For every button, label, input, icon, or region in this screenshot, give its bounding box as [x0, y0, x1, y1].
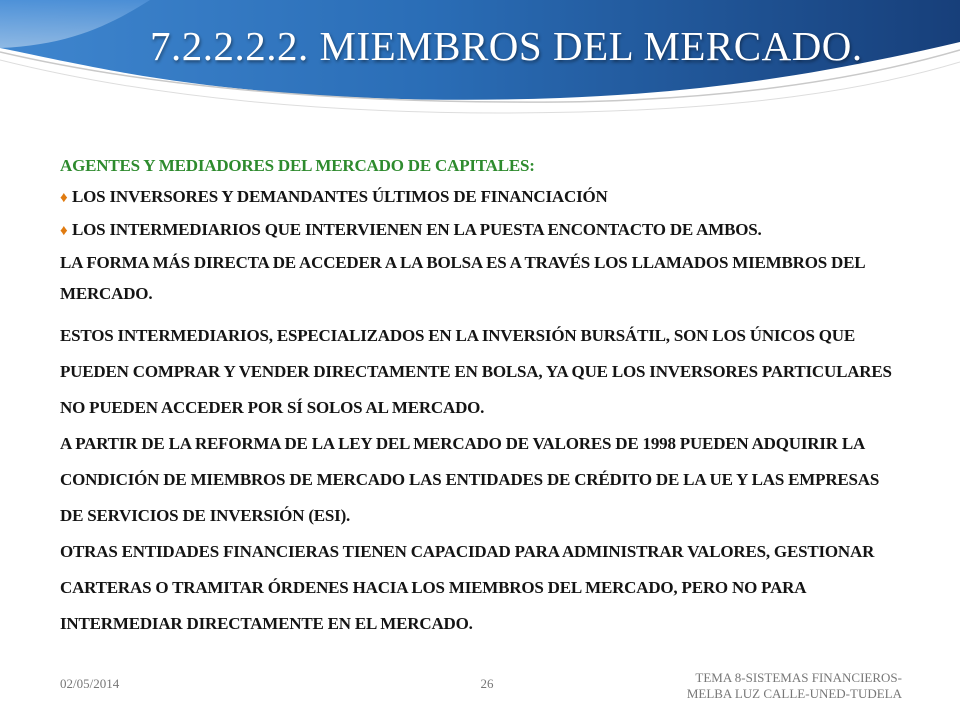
footer-topic-line: TEMA 8-SISTEMAS FINANCIEROS-: [695, 670, 902, 685]
bullet-text: LOS INTERMEDIARIOS QUE INTERVIENEN EN LA PUESTA ENCONTACTO DE AMBOS.: [72, 220, 762, 239]
slide-title: 7.2.2.2.2. MIEMBROS DEL MERCADO.: [150, 23, 863, 69]
footer-page-number: 26: [480, 676, 494, 691]
paragraph-direct-access: LA FORMA MÁS DIRECTA DE ACCEDER A LA BOLSA ES A TRAVÉS LOS LLAMADOS MIEMBROS DEL MERCADO.: [60, 253, 865, 303]
bullet-item: [60, 181, 905, 214]
footer-date: 02/05/2014: [60, 676, 120, 691]
droplet-bullet-icon: ♦: [60, 190, 68, 206]
footer-topic: [602, 670, 902, 702]
footer-topic-line: MELBA LUZ CALLE-UNED-TUDELA: [686, 686, 902, 701]
section-heading: AGENTES Y MEDIADORES DEL MERCADO DE CAPITALES:: [60, 156, 535, 175]
paragraph-intermediaries: ESTOS INTERMEDIARIOS, ESPECIALIZADOS EN LA INVERSIÓN BURSÁTIL, SON LOS ÚNICOS QUE PUEDEN COMPRAR Y VENDER DIRECTAMENTE EN BOLSA, YA QUE LOS INVERSORES PARTICULARES NO PUEDEN ACCEDER POR SÍ SOLOS AL MERCADO.: [60, 326, 892, 417]
bullet-item: [60, 214, 905, 247]
paragraph-reform: A PARTIR DE LA REFORMA DE LA LEY DEL MERCADO DE VALORES DE 1998 PUEDEN ADQUIRIR LA CONDICIÓN DE MIEMBROS DE MERCADO LAS ENTIDADES DE CRÉDITO DE LA UE Y LAS EMPRESAS DE SERVICIOS DE INVERSIÓN (ESI).: [60, 434, 880, 525]
droplet-bullet-icon: ♦: [60, 223, 68, 239]
slide-content: [60, 150, 905, 642]
bullet-text: LOS INVERSORES Y DEMANDANTES ÚLTIMOS DE FINANCIACIÓN: [72, 187, 608, 206]
paragraph-other-entities: OTRAS ENTIDADES FINANCIERAS TIENEN CAPACIDAD PARA ADMINISTRAR VALORES, GESTIONAR CARTERAS O TRAMITAR ÓRDENES HACIA LOS MIEMBROS DEL MERCADO, PERO NO PARA INTERMEDIAR DIRECTAMENTE EN EL MERCADO.: [60, 542, 875, 633]
